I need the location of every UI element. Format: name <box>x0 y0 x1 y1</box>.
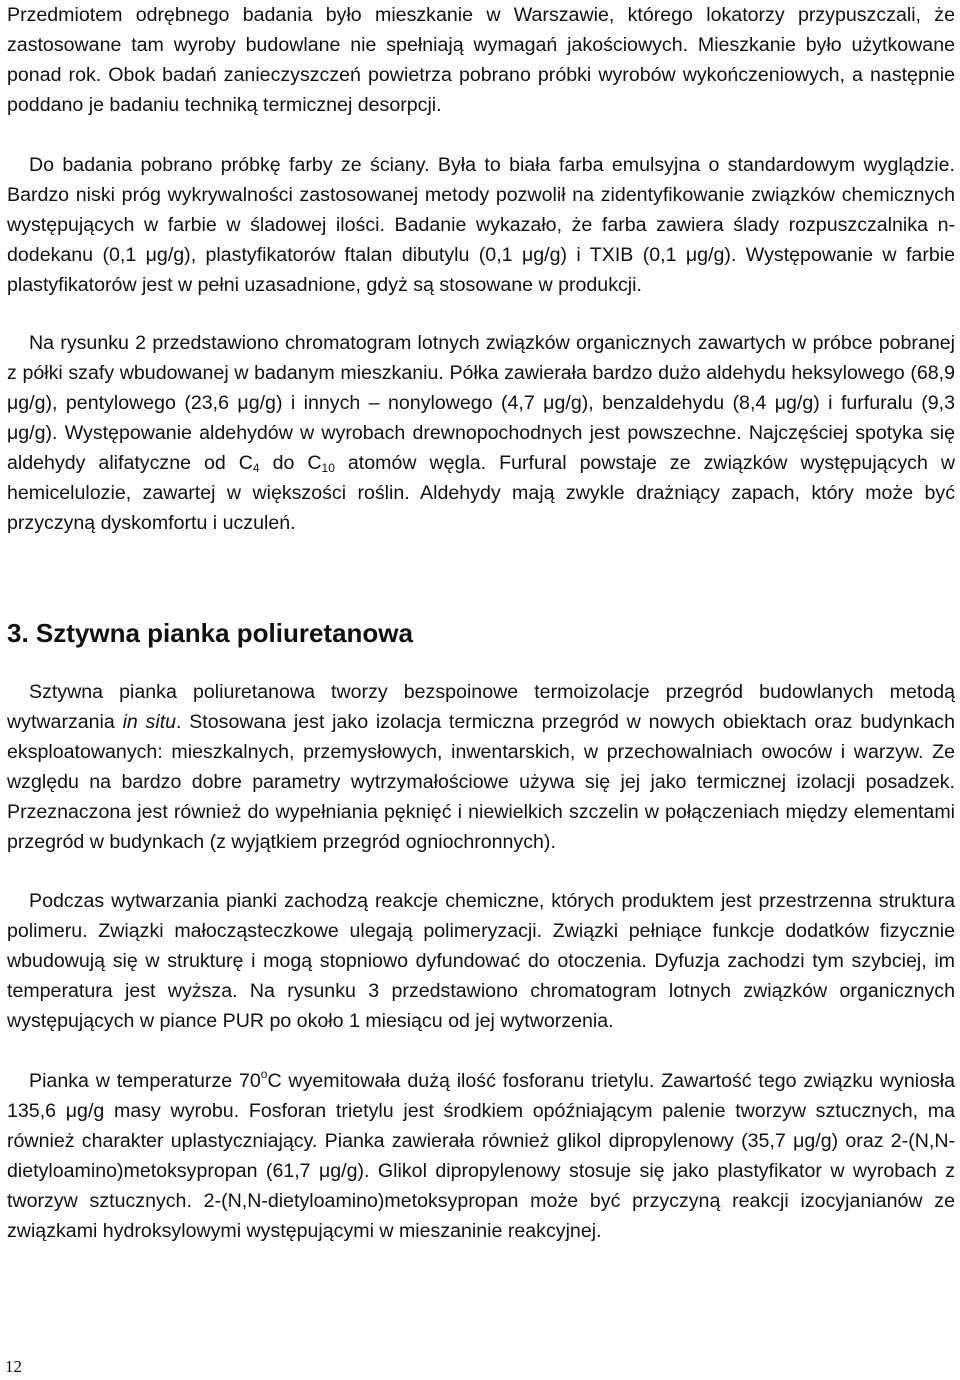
paragraph-text: C wyemitowała dużą ilość fosforanu trietylu. Zawartość tego związku wyniosła 135,6 μg/g masy wyrobu. Fosforan trietylu jest środkiem opóźniającym palenie tworzyw sztucznych, ma również charakter uplastyczniający. Pianka zawierała również glikol dipropylenowy (35,7 μg/g) oraz 2-(N,N-dietyloamino)metoksypropan (61,7 μg/g). Glikol dipropylenowy stosuje się jako plastyfikator w wyrobach z tworzyw sztucznych. 2-(N,N-dietyloamino)metoksypropan może być przyczyną reakcji izocyjanianów ze związkami hydroksylowymi występującymi w mieszaninie reakcyjnej. <box>7 1070 956 1242</box>
paragraph-foam-emission <box>7 1066 955 1246</box>
paragraph-text: . Stosowana jest jako izolacja termiczna przegród w nowych obiektach oraz budynkach eksploatowanych: mieszkalnych, przemysłowych, inwentarskich, w przechowalniach owoców i warzyw. Ze względu na bardzo dobre parametry wytrzymałościowe używa się jej jako termicznej izolacji posadzek. Przeznaczona jest również do wypełniania pęknięć i niewielkich szczelin w połączeniach między elementami przegród w budynkach (z wyjątkiem przegród ogniochronnych). <box>7 711 955 853</box>
paragraph-apartment-study: Przedmiotem odrębnego badania było mieszkanie w Warszawie, którego lokatorzy przypuszczali, że zastosowane tam wyroby budowlane nie spełniają wymagań jakościowych. Mieszkanie było użytkowane ponad rok. Obok badań zanieczyszczeń powietrza pobrano próbki wyrobów wykończeniowych, a następnie poddano je badaniu techniką termicznej desorpcji. <box>7 4 955 116</box>
paragraph-foam-production: Podczas wytwarzania pianki zachodzą reakcje chemiczne, których produktem jest przestrzenna struktura polimeru. Związki małocząsteczkowe ulegają polimeryzacji. Związki pełniące funkcje dodatków fizycznie wbudowują się w strukturę i mogą stopniowo dyfundować do otoczenia. Dyfuzja zachodzi tym szybciej, im temperatura jest wyższa. Na rysunku 3 przedstawiono chromatogram lotnych związków organicznych występujących w piance PUR po około 1 miesiącu od jej wytworzenia. <box>7 890 955 1032</box>
paragraph-text: do C <box>259 452 322 474</box>
page-number: 12 <box>5 1357 22 1376</box>
paragraph-text: Sztywna pianka poliuretanowa tworzy bezspoinowe termoizolacje przegród budowlanych metodą wytwarzania <box>7 681 955 733</box>
italic-term: in situ <box>122 711 177 733</box>
paragraph-text: atomów węgla. Furfural powstaje ze związków występujących w hemicelulozie, zawartej w większości roślin. Aldehydy mają zwykle drażniący zapach, który może być przyczyną dyskomfortu i uczuleń. <box>7 452 956 534</box>
subscript: 4 <box>252 461 260 475</box>
paragraph-shelf-sample <box>7 328 955 538</box>
paragraph-text: Na rysunku 2 przedstawiono chromatogram lotnych związków organicznych zawartych w próbce pobranej z półki szafy wbudowanej w badanym mieszkaniu. Półka zawierała bardzo dużo aldehydu heksylowego (68,9 μg/g), pentylowego (23,6 μg/g) i innych – nonylowego (4,7 μg/g), benzaldehydu (8,4 μg/g) i furfuralu (9,3 μg/g). Występowanie aldehydów w wyrobach drewnopochodnych jest powszechne. Najczęściej spotyka się aldehydy alifatyczne od C <box>7 332 955 474</box>
degree-superscript: o <box>260 1067 268 1081</box>
paragraph-paint-sample: Do badania pobrano próbkę farby ze ściany. Była to biała farba emulsyjna o standardowym wyglądzie. Bardzo niski próg wykrywalności zastosowanej metody pozwolił na zidentyfikowanie związków chemicznych występujących w farbie w śladowej ilości. Badanie wykazało, że farba zawiera ślady rozpuszczalnika n-dodekanu (0,1 μg/g), plastyfikatorów ftalan dibutylu (0,1 μg/g) i TXIB (0,1 μg/g). Występowanie w farbie plastyfikatorów jest w pełni uzasadnione, gdyż są stosowane w produkcji. <box>7 154 955 296</box>
paragraph-pur-foam-intro <box>7 677 955 857</box>
section-heading: 3. Sztywna pianka poliuretanowa <box>7 618 413 648</box>
subscript: 10 <box>321 461 335 475</box>
paragraph-text: Pianka w temperaturze 70 <box>29 1070 261 1092</box>
